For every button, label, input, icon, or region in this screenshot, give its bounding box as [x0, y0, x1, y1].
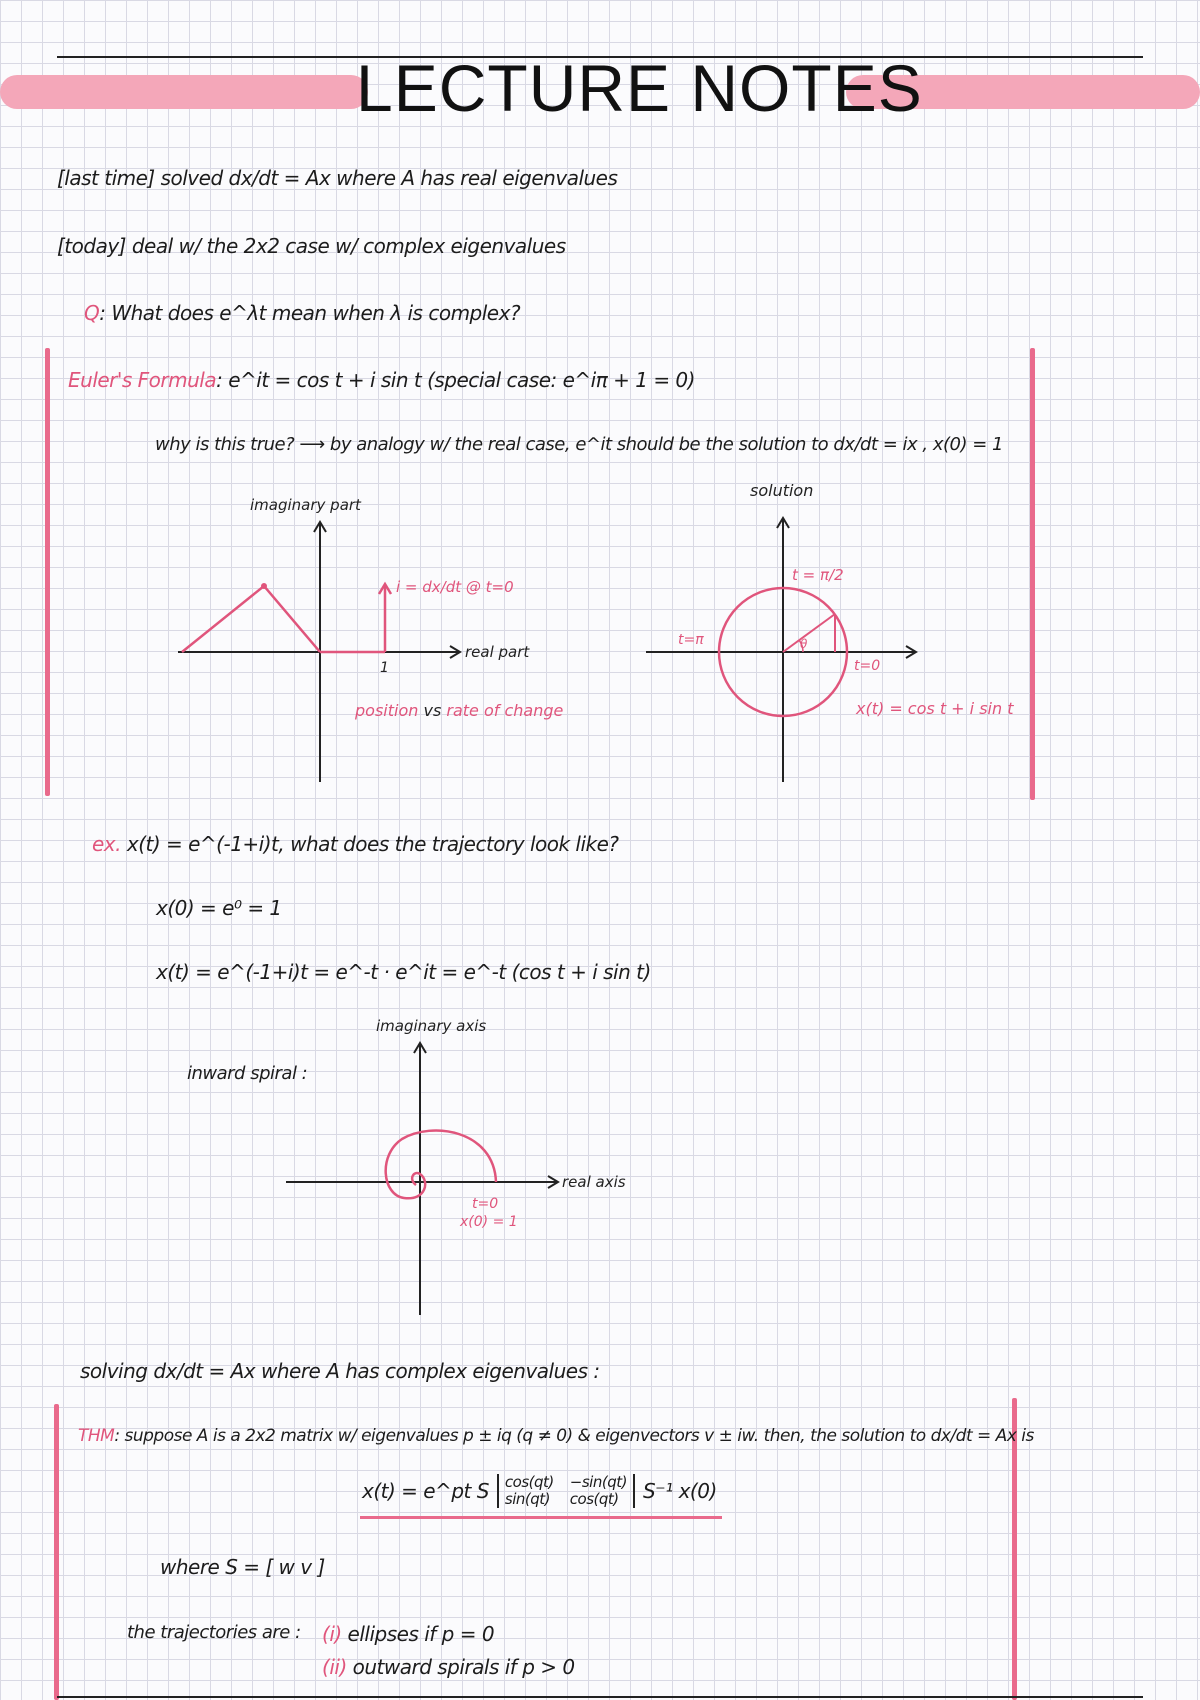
today-line	[57, 234, 566, 258]
plot-right-top-label: t = π/2	[792, 566, 844, 584]
trajectories-label: the trajectories are :	[127, 1622, 301, 1643]
theorem-box-left-bar	[54, 1404, 59, 1700]
example-line	[92, 832, 619, 856]
bottom-rule	[57, 1696, 1143, 1698]
highlight-band-left	[0, 75, 368, 109]
theorem-label: THM	[78, 1426, 115, 1446]
last-time-text: solved dx/dt = Ax where A has real eigenvalues	[160, 166, 618, 190]
last-time-line	[57, 166, 617, 190]
last-time-tag: [last time]	[57, 166, 155, 190]
solution-prefix: x(t) = e^pt S	[362, 1479, 489, 1503]
example-expr: x(t) = e^(-1+i)t	[126, 832, 279, 856]
plot-right-left-label: t=π	[678, 632, 704, 648]
theorem-line	[78, 1426, 1034, 1446]
caption-rate: rate of change	[446, 701, 564, 720]
euler-box-left-bar	[45, 348, 50, 796]
question-line	[84, 301, 520, 325]
theorem-text: : suppose A is a 2x2 matrix w/ eigenvalues p ± iq (q ≠ 0) & eigenvectors v ± iw. then, the solution to dx/dt = Ax is	[114, 1426, 1034, 1446]
case-1-number: (i)	[322, 1622, 342, 1646]
unit-circle-plot	[640, 481, 1014, 782]
euler-why: why is this true? ⟶ by analogy w/ the real case, e^it should be the solution to dx/dt = ix , x(0) = 1	[155, 434, 1003, 455]
case-2-number: (ii)	[322, 1655, 347, 1679]
example-step-2: x(t) = e^(-1+i)t = e^-t · e^it = e^-t (cos t + i sin t)	[156, 960, 651, 984]
euler-box-right-bar	[1030, 348, 1035, 800]
case-2-text: outward spirals if p > 0	[352, 1655, 575, 1679]
plot-spiral-x-label: real axis	[562, 1173, 626, 1191]
plot-right-right-label: t=0	[854, 658, 881, 674]
spiral-side-label: inward spiral :	[187, 1063, 308, 1084]
case-1-text: ellipses if p = 0	[347, 1622, 495, 1646]
question-label: Q	[84, 301, 100, 325]
plot-left-one-label: 1	[380, 660, 389, 676]
caption-position: position	[355, 701, 419, 720]
euler-line	[68, 368, 695, 392]
euler-label: Euler's Formula	[68, 368, 217, 392]
solution-suffix: S⁻¹ x(0)	[642, 1479, 717, 1503]
plot-spiral-t-label: t=0	[472, 1196, 499, 1212]
position-vs-rate-plot	[170, 492, 564, 782]
matrix-m21: sin(qt)	[504, 1490, 551, 1508]
question-text: : What does e^λt mean when λ is complex?	[99, 301, 521, 325]
inward-spiral-plot	[280, 1015, 640, 1315]
plot-spiral-y-label: imaginary axis	[376, 1017, 487, 1035]
matrix-m11: cos(qt)	[504, 1473, 554, 1491]
case-ellipses	[322, 1622, 494, 1646]
today-tag: [today]	[57, 234, 126, 258]
where-s-line: where S = [ w v ]	[160, 1555, 325, 1579]
euler-formula: : e^it = cos t + i sin t (special case: e^iπ + 1 = 0)	[216, 368, 695, 392]
solution-underline	[360, 1516, 722, 1519]
example-question: , what does the trajectory look like?	[278, 832, 619, 856]
plot-spiral-x0-label: x(0) = 1	[460, 1214, 518, 1230]
rotation-matrix	[497, 1474, 635, 1508]
page-title: LECTURE NOTES	[356, 51, 923, 125]
plot-right-y-label: solution	[750, 481, 814, 500]
matrix-m12: −sin(qt)	[569, 1473, 627, 1491]
plot-right-formula: x(t) = cos t + i sin t	[856, 699, 1014, 718]
plot-right-theta-label: θ	[800, 637, 808, 651]
plot-left-rate-label: i = dx/dt @ t=0	[396, 578, 514, 596]
plot-left-caption	[354, 701, 564, 720]
plot-left-x-label: real part	[465, 643, 530, 661]
caption-vs: vs	[423, 701, 442, 720]
matrix-m22: cos(qt)	[569, 1490, 619, 1508]
case-outward-spirals	[322, 1655, 575, 1679]
solving-line: solving dx/dt = Ax where A has complex eigenvalues :	[80, 1359, 600, 1383]
plot-left-y-label: imaginary part	[250, 496, 361, 514]
today-text: deal w/ the 2x2 case w/ complex eigenvalues	[131, 234, 566, 258]
theorem-solution	[362, 1474, 717, 1508]
example-step-1: x(0) = e⁰ = 1	[156, 896, 282, 920]
example-label: ex.	[92, 832, 121, 856]
